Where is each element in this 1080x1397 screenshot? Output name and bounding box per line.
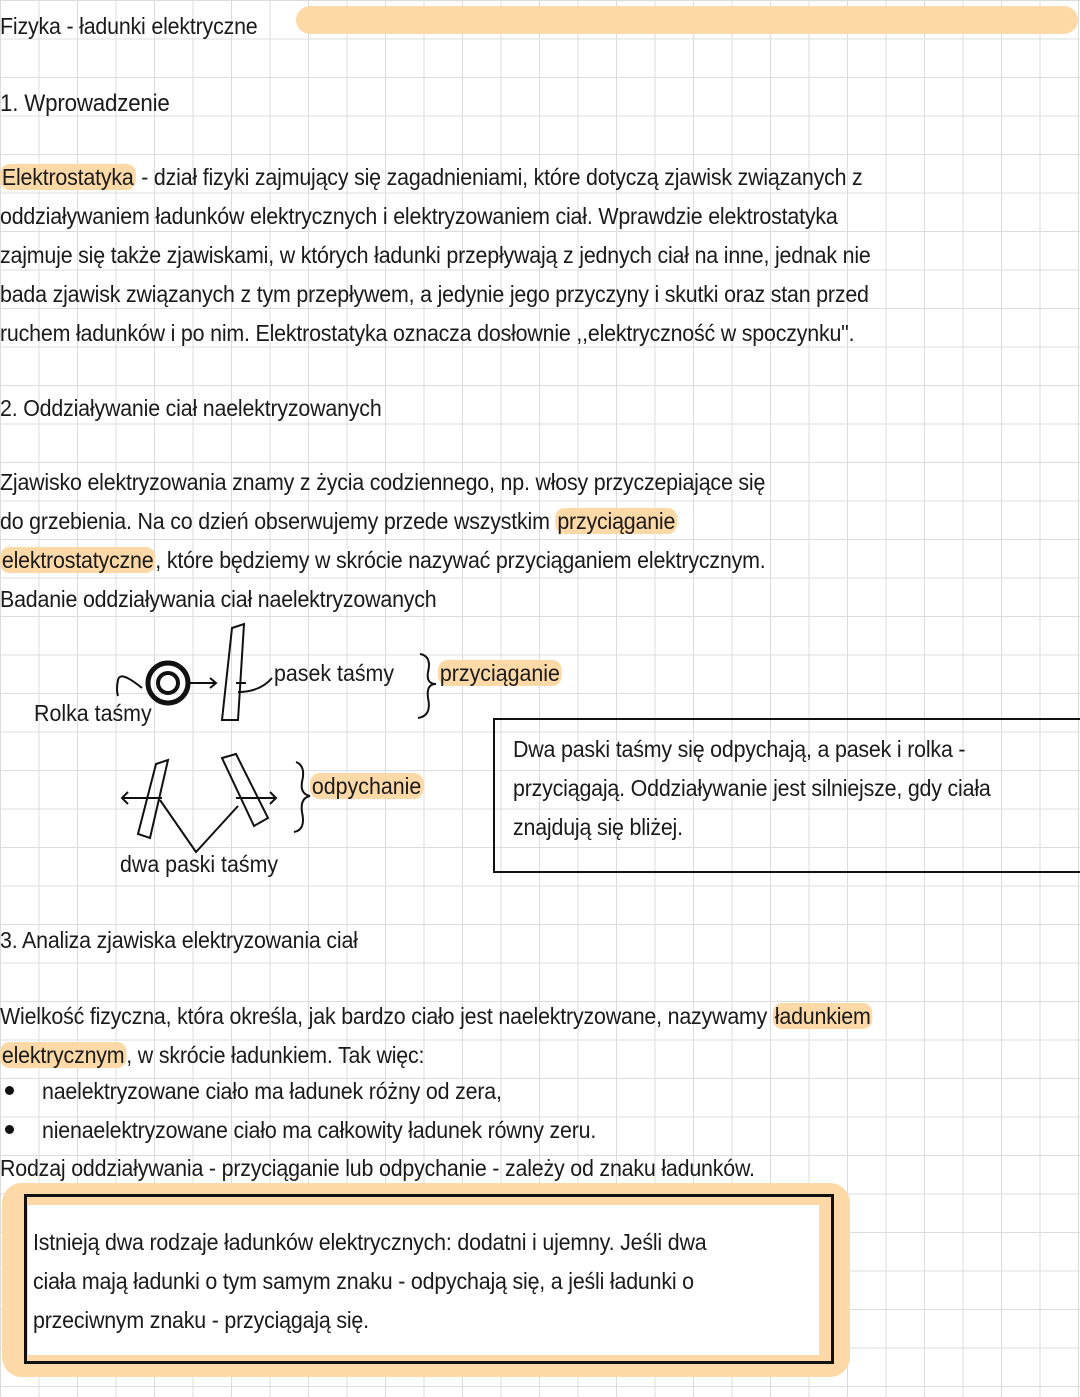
two-strips-icon xyxy=(122,754,276,852)
section-2-line-2: do grzebienia. Na co dzień obserwujemy przede wszystkim przyciąganie xyxy=(0,508,676,534)
term-przyciaganie: przyciąganie xyxy=(557,508,676,534)
section-3-line-after: Rodzaj oddziaływania - przyciąganie lub odpychanie - zależy od znaku ładunków. xyxy=(0,1155,755,1181)
term-elektrostatyczne: elektrostatyczne xyxy=(1,547,154,573)
strip-label: pasek taśmy xyxy=(274,660,395,686)
note-line-3: znajdują się bliżej. xyxy=(513,814,683,840)
attract-brace xyxy=(418,654,436,718)
bullet-item-2: nienaelektryzowane ciało ma całkowity ładunek równy zeru. xyxy=(42,1117,597,1143)
bullet-dot-icon xyxy=(5,1086,14,1095)
section-2-heading: 2. Oddziaływanie ciał naelektryzowanych xyxy=(0,395,382,421)
section-2-line-3: elektrostatyczne, które będziemy w skrócie nazywać przyciąganiem elektrycznym. xyxy=(1,547,766,573)
section-2-line-1: Zjawisko elektryzowania znamy z życia codziennego, np. włosy przyczepiające się xyxy=(0,469,766,495)
section-1-line-4: bada zjawisk związanych z tym przepływem, a jedynie jego przyczyny i skutki oraz stan przed xyxy=(0,281,869,307)
section-1-line-2: oddziaływaniem ładunków elektrycznych i elektryzowaniem ciał. Wprawdzie elektrostatyka xyxy=(0,203,838,229)
roll-label: Rolka taśmy xyxy=(34,700,152,726)
term-elektrostatyka: Elektrostatyka xyxy=(1,164,134,190)
section-3-line-2: elektrycznym, w skrócie ładunkiem. Tak więc: xyxy=(1,1042,425,1068)
page-title: Fizyka - ładunki elektryczne xyxy=(0,13,258,39)
section-1-line-1: Elektrostatyka - dział fizyki zajmujący się zagadnieniami, które dotyczą zjawisk związanych z xyxy=(1,164,863,190)
bullet-dot-icon xyxy=(5,1125,14,1134)
summary-line-2: ciała mają ładunki o tym samym znaku - odpychają się, a jeśli ładunki o xyxy=(33,1268,694,1294)
section-3-line-1: Wielkość fizyczna, która określa, jak bardzo ciało jest naelektryzowane, nazywamy ładunkiem xyxy=(0,1003,871,1029)
title-highlight-bar xyxy=(296,6,1078,34)
bullet-item-1: naelektryzowane ciało ma ładunek różny od zera, xyxy=(42,1078,502,1104)
note-line-2: przyciągają. Oddziaływanie jest silniejsze, gdy ciała xyxy=(513,775,991,801)
summary-line-1: Istnieją dwa rodzaje ładunków elektrycznych: dodatni i ujemny. Jeśli dwa xyxy=(33,1229,707,1255)
section-3-heading: 3. Analiza zjawiska elektryzowania ciał xyxy=(0,927,358,953)
tape-strip-icon xyxy=(222,624,244,720)
attract-label: przyciąganie xyxy=(439,660,560,686)
section-2-line-4: Badanie oddziaływania ciał naelektryzowanych xyxy=(0,586,437,612)
repel-brace xyxy=(294,762,310,832)
tape-roll-icon xyxy=(117,663,188,703)
summary-line-3: przeciwnym znaku - przyciągają się. xyxy=(33,1307,369,1333)
note-line-1: Dwa paski taśmy się odpychają, a pasek i rolka - xyxy=(513,736,966,762)
section-1-line-3: zajmuje się także zjawiskami, w których ładunki przepływają z jednych ciał na inne, jednak nie xyxy=(0,242,871,268)
section-1-line-5: ruchem ładunków i po nim. Elektrostatyka oznacza dosłownie ,,elektryczność w spoczynku". xyxy=(0,320,855,346)
term-elektrycznym: elektrycznym xyxy=(1,1042,125,1068)
two-strips-label: dwa paski taśmy xyxy=(120,851,279,877)
section-1-heading: 1. Wprowadzenie xyxy=(0,90,170,117)
term-ladunkiem: ładunkiem xyxy=(774,1003,871,1029)
repel-label: odpychanie xyxy=(311,773,422,799)
